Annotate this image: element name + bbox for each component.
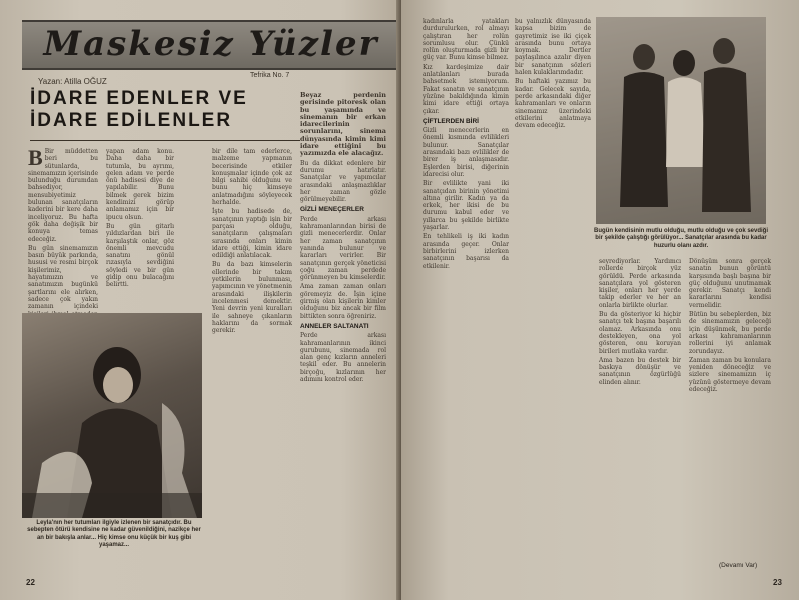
author-line: Yazan: Atilla OĞUZ: [38, 77, 107, 86]
page-number: 22: [26, 578, 35, 587]
right-page: [401, 0, 799, 600]
paragraph: Bu gün gitarlı yıldızlardan biri ile karşılaştık onlar, göz önemli mevcudu sanatını gönül rızasıyla sevdiğini söyledi ve bir gün gidip onu bulacağını belirtti.: [106, 222, 174, 289]
paragraph: Perde arkası kahramanlarından birisi de gizli menecerlerdir. Onlar her zaman sanatçının yanında bulunur ve kararları verirler. Bir sanatçının gerçek yöneticisi çoğu zaman perdede görünmeyen bu kimselerdir.: [300, 215, 386, 282]
series-banner: [22, 20, 400, 70]
paragraph: Bütün bu sebeplerden, biz de sinemamızın geleceği için düşünmek, bu perde arkası kahramanlarının rollerini iyi anlamak zorundayız.: [689, 311, 771, 355]
paragraph: Bu da dikkat edenlere bir durumu hatırlatır. Sanatçılar ve yapımcılar arasındaki anlaşmazlıklar her zaman gözle görülmeyebilir.: [300, 159, 386, 204]
headline-line-1: İDARE EDENLER VE: [30, 88, 248, 109]
paragraph: Ama zaman zaman onları göremeyiz de. İşin içine girmiş olan kişilerin kimler olduğunu biz ancak bir film bittikten sonra öğreniriz.: [300, 283, 386, 320]
photo-caption: Leyla'nın her tutumları ilgiyle izlenen bir sanatçıdır. Bu sebepten ötürü kendisine ne kadar güvenildiğini, nazikçe her an bir bakışla anlar... Hiç kimse onu küçük bir kuş gibi yaşamaz...: [27, 520, 201, 548]
paragraph: kadınlarla yatakları durdurulurken, rol almayı çalıştıran her rolün sorumlusu olur. Çünkü rolün oluşturmada gizli bir güç var. Bunu kimse bilmez.: [423, 18, 509, 62]
subheading: ANNELER SALTANATI: [300, 322, 369, 330]
paragraph: Ama bazen bu destek bir baskıya dönüşür ve sanatçının özgürlüğü elinden alınır.: [599, 356, 681, 386]
article-column-3: [212, 148, 292, 578]
paragraph: bu yalnızlık dünyasında kapsa bizim de gayretimiz ise iki çiçek arasında bunu ortaya koymak. Dertler paylaşılınca azalır diyen bir sanatçının sözleri halen kulaklarımdadır.: [515, 18, 591, 77]
paragraph: Dönüşüm sonra gerçek sanatın bunun görüntü karşısında başlı başına bir güç olduğunu unutmamak gerekir. Sanatçı kendi kararlarını kendisi vermelidir.: [689, 258, 771, 309]
paragraph: İşte bu hadisede de, sanatçının yaptığı işin bir parçası olduğu, sanatçıların çalışmaları sırasında onları kimin idare ettiği, kimin idare edildiği anlatılacak.: [212, 208, 292, 260]
paragraph: yapan adam konu. Daha daha bir tutumla, bu ayrımı, gelen adam ve perde önü hadisesi diye de yapılabilir. Bunu bilmek gerek bizim kendimizi görüp anlamamız için bir ipucu olsun.: [106, 148, 174, 221]
series-title: Maskesiz Yüzler: [43, 24, 379, 64]
paragraph: Beyaz perdenin gerisinde pitoresk olan bu yaşamında ve sinemanın bir erkan idarecilerinin sorunlarını, sinema dünyasında kimin kimi idare ettiğini bu yazımızda ele alacağız.: [300, 91, 386, 158]
paragraph: Perde arkası kahramanlarının ikinci gurubunu, sinemada rol alan genç kızların anneleri teşkil eder. Bu annelerin birçoğu, kızlarının her adımını kontrol eder.: [300, 332, 386, 383]
headline-line-2: İDARE EDİLENLER: [30, 110, 233, 131]
article-column-8: [689, 258, 771, 558]
photo-caption: Bugün kendisinin mutlu olduğu, mutlu olduğu ve çok sevdiği bir şekilde çalıştığı görülüyor... Sanatçılar arasında bu kadar huzurlu olanı azdır.: [594, 228, 768, 249]
paragraph: Kız kardeşimize dair anlatılanları burada bahsetmek istemiyorum. Fakat sanatın ve sanatçının yüzüne bakıldığında kimin kimi idare ettiği ortaya çıkar.: [423, 63, 509, 115]
continued-label: (Devamı Var): [719, 562, 758, 569]
article-column-2: [106, 148, 174, 308]
article-column-4: [300, 92, 386, 580]
paragraph: Bu gün sinemamızın basın büyük parkında, hususi ve resmi birçok kişilerimiz, hayatımızın ve sanatımızın bugünkü şartlarını ele alırken, sadece çok yakın zamanın içindeki: [28, 244, 98, 311]
paragraph: Bir evlilikte yani iki sanatçıdan birinin yönetimi altına girilir. Kadın ya da erkek, her ikisi de bu durumu kabul eder ve yıllarca bu şekilde birlikte yaşarlar.: [423, 180, 509, 232]
article-headline: [30, 88, 300, 132]
paragraph: Zaman zaman bu konulara yeniden döneceğiz ve sizlere sinemamızın iç yüzünü göstermeye devam edeceğiz.: [689, 356, 771, 394]
actress-photo: [22, 313, 202, 518]
paragraph: En tehlikeli iş iki kadın arasında geçer. Onlar birbirlerini izlerken sanatçının başarısı da etkilenir.: [423, 233, 509, 270]
paragraph: bir dile tam ederlerce, malzeme yapmanın becerisinde etkiler konuşmalar içinde çok az bilgi sahibi olduğunu ve bunu hiç kimseye anlatmadığını söyleyecek herhalde.: [212, 148, 292, 207]
paragraph: Bu haftaki yazımız bu kadar. Gelecek sayıda, perde arkasındaki diğer kahramanları ve onların sinemamız üzerindeki etkilerini anlatmaya devam edeceğiz.: [515, 78, 591, 130]
subheading: GİZLİ MENEÇERLER: [300, 206, 364, 214]
paragraph: Bu da bazı kimselerin ellerinde bir takım yetkilerin bulunması, yapımcının ve yönetmenin arasındaki ilişkilerin incelenmesi demektir. Yeni devrin yeni kuralları ile sahneye çıkanların haklarını da sormak gerekir.: [212, 261, 292, 335]
episode-label: Tefrika No. 7: [250, 72, 290, 79]
subheading: ÇİFTLERDEN BİRİ: [423, 117, 479, 125]
paragraph: seyrediyorlar. Yardımcı rollerde birçok yüz görüldü. Perde arkasında sanatçılara yol gösteren kişiler, onları her yerde takip ederler ve her an onlarla birlikte olurlar.: [599, 258, 681, 309]
drop-cap: B: [28, 145, 43, 170]
paragraph: Bu da gösteriyor ki hiçbir sanatçı tek başına başarılı olamaz. Arkasında onu destekleyen, ona yol gösteren, onu koruyan birileri mutlaka vardır.: [599, 311, 681, 355]
paragraph: B Bir müddetten beri bu sütunlarda, sinemamızın içerisinde bulunduğu durumdan bahsediyor, mensubiyetimiz bulunan sanatçıların kaderini bir kere daha inceliyoruz. Bu hafta gök daha değişik bir konuya temas edeceğiz.: [28, 145, 99, 243]
paragraph: Gizli menecerlerin en önemli kısmında evlilikleri bulunur. Sanatçılar arasındaki bazı evlilikler de birer iş anlaşmasıdır. Eşlerden birisi, diğerinin idarecisi olur.: [423, 127, 509, 178]
actress-photo-illustration: [22, 313, 202, 518]
article-column-1: [28, 145, 99, 311]
article-column-5: [423, 18, 509, 583]
headline-divider: [30, 140, 300, 141]
article-column-6: [515, 18, 591, 228]
page-number: 23: [773, 578, 782, 587]
article-column-7: [599, 258, 681, 580]
group-photo: [596, 17, 766, 224]
group-photo-illustration: [596, 17, 766, 224]
